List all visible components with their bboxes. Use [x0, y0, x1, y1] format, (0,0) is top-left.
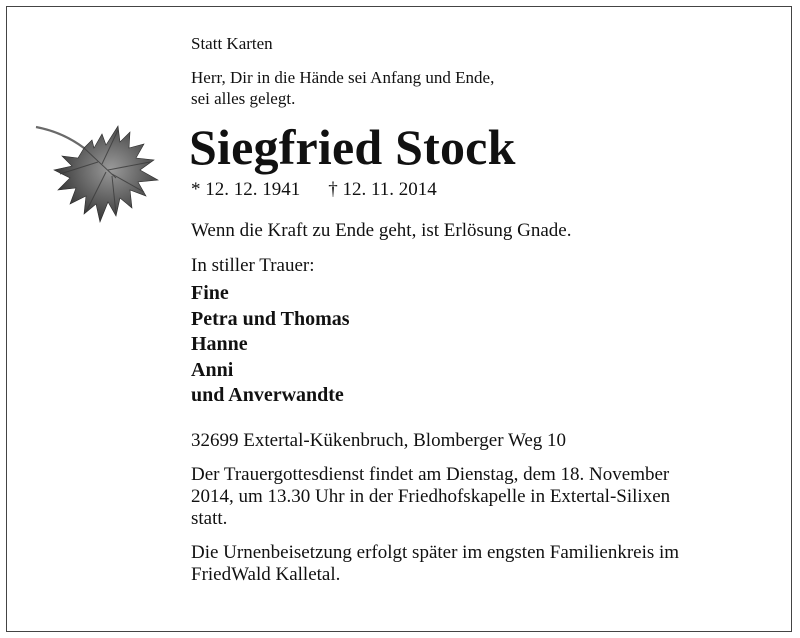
verse-line: sei alles gelegt.: [191, 89, 296, 108]
death-date: † 12. 11. 2014: [328, 179, 437, 200]
birth-date: * 12. 12. 1941: [191, 179, 301, 200]
service-line: Der Trauergottesdienst findet am Dienstag, dem 18. November: [191, 463, 670, 485]
verse: [191, 67, 781, 109]
notice-content: [191, 33, 781, 586]
burial-line: FriedWald Kalletal.: [191, 563, 341, 585]
burial-line: Die Urnenbeisetzung erfolgt später im engsten Familienkreis im: [191, 541, 680, 563]
address: 32699 Extertal-Kükenbruch, Blomberger Weg 10: [191, 429, 567, 451]
statt-karten: Statt Karten: [191, 34, 273, 53]
burial-info: [191, 542, 781, 586]
service-info: [191, 464, 781, 530]
mourner: Anni: [191, 358, 234, 381]
verse-line: Herr, Dir in die Hände sei Anfang und Ende,: [191, 68, 495, 87]
motto: Wenn die Kraft zu Ende geht, ist Erlösung Gnade.: [191, 220, 572, 241]
maple-leaf-icon: [32, 118, 164, 236]
mourner: Hanne: [191, 333, 248, 355]
mourner: Fine: [191, 282, 229, 304]
service-line: statt.: [191, 507, 228, 529]
service-line: 2014, um 13.30 Uhr in der Friedhofskapelle in Extertal-Silixen: [191, 485, 671, 507]
grief-label: In stiller Trauer:: [191, 255, 315, 276]
mourners-list: [191, 281, 781, 409]
life-dates: [191, 179, 781, 201]
deceased-name: Siegfried Stock: [189, 119, 516, 175]
mourner: und Anverwandte: [191, 384, 344, 406]
mourner: Petra und Thomas: [191, 307, 350, 330]
